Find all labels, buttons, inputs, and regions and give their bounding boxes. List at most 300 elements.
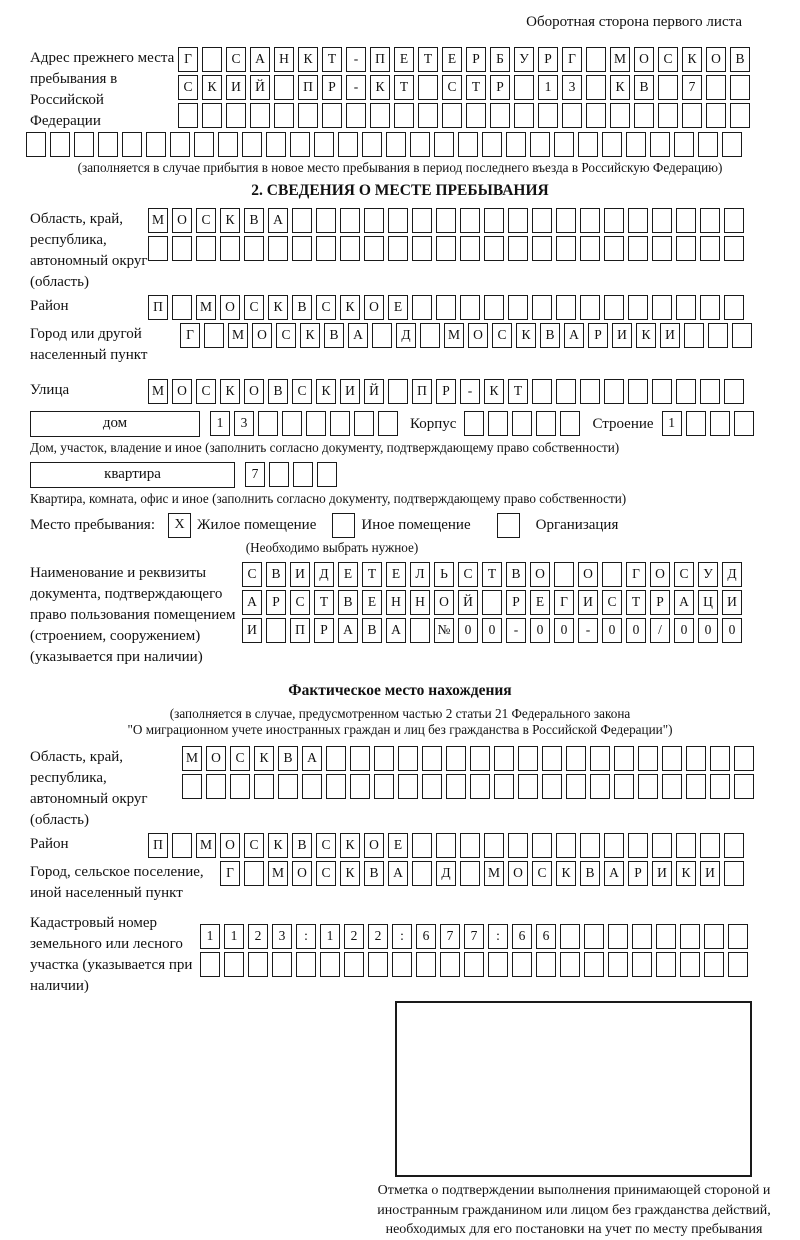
- house-cells[interactable]: [210, 411, 402, 436]
- char-cell[interactable]: [554, 562, 574, 587]
- char-cell[interactable]: -: [460, 379, 480, 404]
- char-cell[interactable]: [220, 236, 240, 261]
- char-cell[interactable]: [350, 746, 370, 771]
- char-cell[interactable]: [506, 132, 526, 157]
- char-cell[interactable]: [580, 236, 600, 261]
- char-cell[interactable]: А: [242, 590, 262, 615]
- char-cell[interactable]: В: [324, 323, 344, 348]
- char-cell[interactable]: [412, 208, 432, 233]
- char-cell[interactable]: [554, 132, 574, 157]
- char-cell[interactable]: [306, 411, 326, 436]
- char-cell[interactable]: [556, 833, 576, 858]
- char-cell[interactable]: С: [230, 746, 250, 771]
- char-cell[interactable]: [578, 132, 598, 157]
- char-cell[interactable]: [512, 411, 532, 436]
- char-cell[interactable]: [652, 379, 672, 404]
- char-cell[interactable]: [488, 952, 508, 977]
- char-cell[interactable]: [730, 103, 750, 128]
- char-cell[interactable]: [710, 411, 730, 436]
- char-cell[interactable]: 6: [536, 924, 556, 949]
- char-cell[interactable]: [317, 462, 337, 487]
- char-cell[interactable]: [410, 618, 430, 643]
- char-cell[interactable]: [536, 952, 556, 977]
- char-cell[interactable]: [628, 208, 648, 233]
- char-cell[interactable]: [626, 132, 646, 157]
- char-cell[interactable]: [388, 379, 408, 404]
- char-cell[interactable]: [556, 236, 576, 261]
- char-cell[interactable]: Д: [396, 323, 416, 348]
- char-cell[interactable]: [436, 833, 456, 858]
- char-cell[interactable]: А: [348, 323, 368, 348]
- char-cell[interactable]: [364, 236, 384, 261]
- char-cell[interactable]: Р: [538, 47, 558, 72]
- char-cell[interactable]: [200, 952, 220, 977]
- char-cell[interactable]: [338, 132, 358, 157]
- char-cell[interactable]: [580, 295, 600, 320]
- apartment-box[interactable]: квартира: [30, 462, 235, 488]
- char-cell[interactable]: В: [580, 861, 600, 886]
- char-cell[interactable]: [204, 323, 224, 348]
- char-cell[interactable]: И: [652, 861, 672, 886]
- char-cell[interactable]: К: [340, 295, 360, 320]
- char-cell[interactable]: [172, 236, 192, 261]
- stay-checkbox-residential[interactable]: X: [168, 513, 191, 538]
- char-cell[interactable]: [370, 103, 390, 128]
- char-cell[interactable]: [420, 323, 440, 348]
- char-cell[interactable]: [580, 379, 600, 404]
- char-cell[interactable]: [172, 833, 192, 858]
- char-cell[interactable]: [272, 952, 292, 977]
- char-cell[interactable]: [586, 103, 606, 128]
- char-cell[interactable]: 0: [674, 618, 694, 643]
- char-cell[interactable]: С: [242, 562, 262, 587]
- district-row[interactable]: [148, 295, 748, 320]
- char-cell[interactable]: [556, 295, 576, 320]
- char-cell[interactable]: О: [252, 323, 272, 348]
- char-cell[interactable]: 0: [698, 618, 718, 643]
- char-cell[interactable]: [656, 952, 676, 977]
- char-cell[interactable]: Р: [588, 323, 608, 348]
- char-cell[interactable]: :: [392, 924, 412, 949]
- char-cell[interactable]: Ь: [434, 562, 454, 587]
- char-cell[interactable]: [378, 411, 398, 436]
- char-cell[interactable]: [560, 924, 580, 949]
- char-cell[interactable]: Д: [436, 861, 456, 886]
- char-cell[interactable]: [698, 132, 718, 157]
- char-cell[interactable]: [560, 952, 580, 977]
- char-cell[interactable]: В: [338, 590, 358, 615]
- char-cell[interactable]: [422, 746, 442, 771]
- char-cell[interactable]: [628, 295, 648, 320]
- char-cell[interactable]: [676, 379, 696, 404]
- char-cell[interactable]: [682, 103, 702, 128]
- char-cell[interactable]: В: [266, 562, 286, 587]
- char-cell[interactable]: :: [296, 924, 316, 949]
- char-cell[interactable]: Й: [458, 590, 478, 615]
- char-cell[interactable]: [710, 774, 730, 799]
- char-cell[interactable]: [258, 411, 278, 436]
- char-cell[interactable]: К: [556, 861, 576, 886]
- char-cell[interactable]: Н: [274, 47, 294, 72]
- char-cell[interactable]: [314, 132, 334, 157]
- char-cell[interactable]: [556, 379, 576, 404]
- char-cell[interactable]: [202, 103, 222, 128]
- char-cell[interactable]: [206, 774, 226, 799]
- char-cell[interactable]: [602, 562, 622, 587]
- char-cell[interactable]: [580, 833, 600, 858]
- char-cell[interactable]: [148, 236, 168, 261]
- char-cell[interactable]: У: [514, 47, 534, 72]
- char-cell[interactable]: [730, 75, 750, 100]
- char-cell[interactable]: 7: [464, 924, 484, 949]
- prev-address-row-2[interactable]: [178, 75, 754, 100]
- char-cell[interactable]: К: [316, 379, 336, 404]
- char-cell[interactable]: [446, 774, 466, 799]
- char-cell[interactable]: М: [484, 861, 504, 886]
- char-cell[interactable]: С: [178, 75, 198, 100]
- char-cell[interactable]: Г: [554, 590, 574, 615]
- char-cell[interactable]: [628, 833, 648, 858]
- document-row-3[interactable]: [242, 618, 746, 643]
- char-cell[interactable]: С: [316, 833, 336, 858]
- char-cell[interactable]: [542, 746, 562, 771]
- char-cell[interactable]: К: [340, 833, 360, 858]
- char-cell[interactable]: М: [610, 47, 630, 72]
- char-cell[interactable]: Е: [362, 590, 382, 615]
- char-cell[interactable]: [728, 924, 748, 949]
- char-cell[interactable]: [650, 132, 670, 157]
- char-cell[interactable]: П: [298, 75, 318, 100]
- char-cell[interactable]: [194, 132, 214, 157]
- char-cell[interactable]: Р: [436, 379, 456, 404]
- char-cell[interactable]: В: [364, 861, 384, 886]
- char-cell[interactable]: М: [196, 833, 216, 858]
- prev-address-row-1[interactable]: [178, 47, 754, 72]
- char-cell[interactable]: [440, 952, 460, 977]
- char-cell[interactable]: Д: [314, 562, 334, 587]
- char-cell[interactable]: 1: [538, 75, 558, 100]
- char-cell[interactable]: Й: [250, 75, 270, 100]
- char-cell[interactable]: [202, 47, 222, 72]
- char-cell[interactable]: А: [268, 208, 288, 233]
- char-cell[interactable]: Г: [626, 562, 646, 587]
- char-cell[interactable]: [704, 952, 724, 977]
- char-cell[interactable]: [226, 103, 246, 128]
- char-cell[interactable]: [652, 833, 672, 858]
- char-cell[interactable]: И: [700, 861, 720, 886]
- char-cell[interactable]: [734, 746, 754, 771]
- char-cell[interactable]: О: [508, 861, 528, 886]
- char-cell[interactable]: 7: [682, 75, 702, 100]
- char-cell[interactable]: К: [682, 47, 702, 72]
- char-cell[interactable]: [674, 132, 694, 157]
- char-cell[interactable]: 6: [512, 924, 532, 949]
- char-cell[interactable]: Т: [508, 379, 528, 404]
- char-cell[interactable]: С: [290, 590, 310, 615]
- char-cell[interactable]: [518, 746, 538, 771]
- char-cell[interactable]: [604, 295, 624, 320]
- char-cell[interactable]: [178, 103, 198, 128]
- char-cell[interactable]: К: [268, 295, 288, 320]
- char-cell[interactable]: [470, 774, 490, 799]
- char-cell[interactable]: -: [506, 618, 526, 643]
- char-cell[interactable]: 7: [440, 924, 460, 949]
- char-cell[interactable]: [50, 132, 70, 157]
- char-cell[interactable]: [632, 924, 652, 949]
- char-cell[interactable]: [242, 132, 262, 157]
- char-cell[interactable]: [580, 208, 600, 233]
- char-cell[interactable]: [732, 323, 752, 348]
- char-cell[interactable]: Р: [314, 618, 334, 643]
- char-cell[interactable]: К: [220, 208, 240, 233]
- char-cell[interactable]: К: [268, 833, 288, 858]
- char-cell[interactable]: [494, 774, 514, 799]
- char-cell[interactable]: [418, 75, 438, 100]
- char-cell[interactable]: 0: [602, 618, 622, 643]
- char-cell[interactable]: [566, 746, 586, 771]
- char-cell[interactable]: [706, 75, 726, 100]
- char-cell[interactable]: [614, 774, 634, 799]
- char-cell[interactable]: [708, 323, 728, 348]
- char-cell[interactable]: С: [442, 75, 462, 100]
- char-cell[interactable]: [394, 103, 414, 128]
- char-cell[interactable]: [316, 208, 336, 233]
- char-cell[interactable]: [274, 103, 294, 128]
- char-cell[interactable]: К: [254, 746, 274, 771]
- char-cell[interactable]: О: [220, 295, 240, 320]
- char-cell[interactable]: Ц: [698, 590, 718, 615]
- char-cell[interactable]: [724, 833, 744, 858]
- char-cell[interactable]: [422, 774, 442, 799]
- char-cell[interactable]: К: [370, 75, 390, 100]
- char-cell[interactable]: К: [676, 861, 696, 886]
- char-cell[interactable]: И: [660, 323, 680, 348]
- char-cell[interactable]: [320, 952, 340, 977]
- char-cell[interactable]: П: [370, 47, 390, 72]
- char-cell[interactable]: [350, 774, 370, 799]
- char-cell[interactable]: В: [540, 323, 560, 348]
- actual-region-row-1[interactable]: [182, 746, 758, 771]
- cadastral-row-2[interactable]: [200, 952, 752, 977]
- char-cell[interactable]: И: [226, 75, 246, 100]
- char-cell[interactable]: Р: [490, 75, 510, 100]
- char-cell[interactable]: [398, 774, 418, 799]
- char-cell[interactable]: О: [364, 295, 384, 320]
- char-cell[interactable]: [364, 208, 384, 233]
- char-cell[interactable]: [388, 236, 408, 261]
- char-cell[interactable]: [316, 236, 336, 261]
- char-cell[interactable]: [680, 924, 700, 949]
- char-cell[interactable]: [700, 379, 720, 404]
- char-cell[interactable]: [604, 208, 624, 233]
- char-cell[interactable]: [700, 208, 720, 233]
- char-cell[interactable]: 3: [272, 924, 292, 949]
- char-cell[interactable]: [584, 952, 604, 977]
- char-cell[interactable]: Р: [266, 590, 286, 615]
- char-cell[interactable]: [250, 103, 270, 128]
- stroenie-cells[interactable]: [662, 411, 758, 436]
- char-cell[interactable]: К: [300, 323, 320, 348]
- char-cell[interactable]: Г: [562, 47, 582, 72]
- char-cell[interactable]: [326, 746, 346, 771]
- char-cell[interactable]: [710, 746, 730, 771]
- char-cell[interactable]: [724, 861, 744, 886]
- char-cell[interactable]: 0: [626, 618, 646, 643]
- char-cell[interactable]: С: [532, 861, 552, 886]
- char-cell[interactable]: А: [564, 323, 584, 348]
- char-cell[interactable]: [614, 746, 634, 771]
- char-cell[interactable]: М: [228, 323, 248, 348]
- char-cell[interactable]: 0: [482, 618, 502, 643]
- char-cell[interactable]: И: [340, 379, 360, 404]
- street-row[interactable]: [148, 379, 748, 404]
- char-cell[interactable]: [584, 924, 604, 949]
- char-cell[interactable]: 3: [234, 411, 254, 436]
- char-cell[interactable]: К: [202, 75, 222, 100]
- char-cell[interactable]: С: [492, 323, 512, 348]
- char-cell[interactable]: [514, 103, 534, 128]
- char-cell[interactable]: [326, 774, 346, 799]
- char-cell[interactable]: [170, 132, 190, 157]
- char-cell[interactable]: [508, 236, 528, 261]
- char-cell[interactable]: А: [386, 618, 406, 643]
- char-cell[interactable]: М: [444, 323, 464, 348]
- char-cell[interactable]: [706, 103, 726, 128]
- char-cell[interactable]: 0: [458, 618, 478, 643]
- char-cell[interactable]: [508, 833, 528, 858]
- char-cell[interactable]: [608, 924, 628, 949]
- char-cell[interactable]: [536, 411, 556, 436]
- actual-region-row-2[interactable]: [182, 774, 758, 799]
- char-cell[interactable]: [628, 379, 648, 404]
- char-cell[interactable]: [354, 411, 374, 436]
- char-cell[interactable]: [658, 103, 678, 128]
- char-cell[interactable]: Б: [490, 47, 510, 72]
- char-cell[interactable]: М: [182, 746, 202, 771]
- char-cell[interactable]: Е: [530, 590, 550, 615]
- char-cell[interactable]: П: [290, 618, 310, 643]
- char-cell[interactable]: [700, 833, 720, 858]
- char-cell[interactable]: Г: [180, 323, 200, 348]
- char-cell[interactable]: И: [612, 323, 632, 348]
- char-cell[interactable]: [700, 295, 720, 320]
- char-cell[interactable]: [604, 236, 624, 261]
- char-cell[interactable]: Т: [626, 590, 646, 615]
- char-cell[interactable]: В: [244, 208, 264, 233]
- char-cell[interactable]: [484, 295, 504, 320]
- char-cell[interactable]: Й: [364, 379, 384, 404]
- char-cell[interactable]: [484, 208, 504, 233]
- char-cell[interactable]: [374, 746, 394, 771]
- char-cell[interactable]: [590, 774, 610, 799]
- char-cell[interactable]: В: [362, 618, 382, 643]
- char-cell[interactable]: [98, 132, 118, 157]
- char-cell[interactable]: С: [196, 379, 216, 404]
- char-cell[interactable]: И: [242, 618, 262, 643]
- char-cell[interactable]: [488, 411, 508, 436]
- char-cell[interactable]: Е: [338, 562, 358, 587]
- city-row[interactable]: [180, 323, 756, 348]
- char-cell[interactable]: [458, 132, 478, 157]
- char-cell[interactable]: :: [488, 924, 508, 949]
- char-cell[interactable]: Е: [388, 833, 408, 858]
- char-cell[interactable]: [482, 132, 502, 157]
- char-cell[interactable]: [244, 861, 264, 886]
- char-cell[interactable]: В: [506, 562, 526, 587]
- char-cell[interactable]: [532, 295, 552, 320]
- char-cell[interactable]: [680, 952, 700, 977]
- char-cell[interactable]: [230, 774, 250, 799]
- char-cell[interactable]: К: [298, 47, 318, 72]
- char-cell[interactable]: [416, 952, 436, 977]
- char-cell[interactable]: [604, 833, 624, 858]
- char-cell[interactable]: П: [148, 295, 168, 320]
- char-cell[interactable]: [638, 746, 658, 771]
- char-cell[interactable]: [530, 132, 550, 157]
- char-cell[interactable]: [508, 208, 528, 233]
- char-cell[interactable]: Д: [722, 562, 742, 587]
- char-cell[interactable]: [608, 952, 628, 977]
- char-cell[interactable]: Р: [506, 590, 526, 615]
- char-cell[interactable]: О: [706, 47, 726, 72]
- char-cell[interactable]: В: [268, 379, 288, 404]
- char-cell[interactable]: [269, 462, 289, 487]
- char-cell[interactable]: [676, 295, 696, 320]
- char-cell[interactable]: [604, 379, 624, 404]
- char-cell[interactable]: [278, 774, 298, 799]
- char-cell[interactable]: [508, 295, 528, 320]
- char-cell[interactable]: О: [530, 562, 550, 587]
- char-cell[interactable]: [446, 746, 466, 771]
- char-cell[interactable]: [296, 952, 316, 977]
- char-cell[interactable]: А: [388, 861, 408, 886]
- char-cell[interactable]: -: [346, 47, 366, 72]
- char-cell[interactable]: О: [292, 861, 312, 886]
- char-cell[interactable]: О: [634, 47, 654, 72]
- cadastral-row-1[interactable]: [200, 924, 752, 949]
- char-cell[interactable]: К: [220, 379, 240, 404]
- char-cell[interactable]: [218, 132, 238, 157]
- char-cell[interactable]: [182, 774, 202, 799]
- char-cell[interactable]: Н: [386, 590, 406, 615]
- char-cell[interactable]: 3: [562, 75, 582, 100]
- char-cell[interactable]: [512, 952, 532, 977]
- char-cell[interactable]: С: [316, 295, 336, 320]
- char-cell[interactable]: [268, 236, 288, 261]
- char-cell[interactable]: [344, 952, 364, 977]
- char-cell[interactable]: С: [244, 295, 264, 320]
- char-cell[interactable]: [368, 952, 388, 977]
- char-cell[interactable]: Е: [386, 562, 406, 587]
- prev-address-extra-row[interactable]: [26, 132, 770, 157]
- region-row-2[interactable]: [148, 236, 748, 261]
- char-cell[interactable]: 1: [662, 411, 682, 436]
- char-cell[interactable]: [372, 323, 392, 348]
- char-cell[interactable]: Р: [322, 75, 342, 100]
- char-cell[interactable]: А: [250, 47, 270, 72]
- char-cell[interactable]: С: [196, 208, 216, 233]
- char-cell[interactable]: [74, 132, 94, 157]
- char-cell[interactable]: [388, 208, 408, 233]
- char-cell[interactable]: [412, 861, 432, 886]
- char-cell[interactable]: А: [604, 861, 624, 886]
- char-cell[interactable]: [532, 379, 552, 404]
- actual-district-row[interactable]: [148, 833, 748, 858]
- char-cell[interactable]: 1: [200, 924, 220, 949]
- char-cell[interactable]: [494, 746, 514, 771]
- char-cell[interactable]: [292, 236, 312, 261]
- char-cell[interactable]: [590, 746, 610, 771]
